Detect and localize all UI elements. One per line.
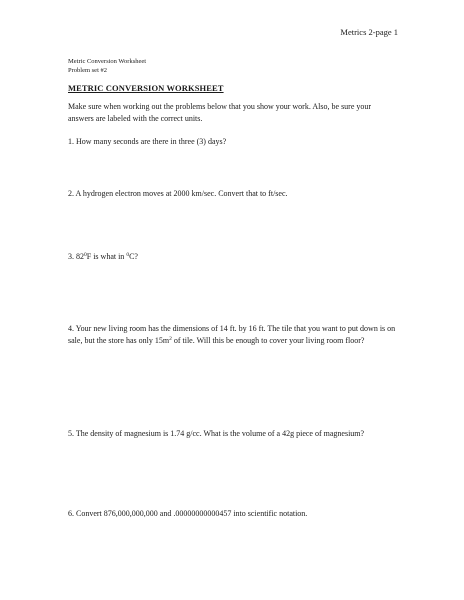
question-3 <box>68 251 398 263</box>
question-3-mid: F is what in <box>86 252 127 261</box>
question-1: 1. How many seconds are there in three (3) days? <box>68 137 227 146</box>
question-4-part2: of tile. Will this be enough to cover your living room floor? <box>171 335 365 345</box>
question-4-part1: 4. Your new living room has the dimensions of 14 ft. by 16 ft. The tile that you want to put down is on sale, but the store has only 15m <box>68 324 396 345</box>
page-label: Metrics 2-page 1 <box>340 27 398 37</box>
question-4 <box>68 323 398 346</box>
square-exponent: 2 <box>169 335 172 342</box>
degree-symbol-f: 0 <box>84 252 87 258</box>
degree-symbol-c: 0 <box>126 252 130 258</box>
document-meta <box>68 58 146 75</box>
question-5: 5. The density of magnesium is 1.74 g/cc. What is the volume of a 42g piece of magnesium? <box>68 429 365 438</box>
meta-line-problem-set: Problem set #2 <box>68 66 107 74</box>
question-2: 2. A hydrogen electron moves at 2000 km/sec. Convert that to ft/sec. <box>68 189 288 198</box>
question-3-suffix: C? <box>129 252 138 261</box>
instructions: Make sure when working out the problems below that you show your work. Also, be sure your answers are labeled with the correct units. <box>68 102 372 123</box>
worksheet-title: METRIC CONVERSION WORKSHEET <box>68 83 224 93</box>
question-6: 6. Convert 876,000,000,000 and .00000000000457 into scientific notation. <box>68 509 308 518</box>
question-3-prefix: 3. 82 <box>68 252 84 261</box>
meta-line-title: Metric Conversion Worksheet <box>68 58 147 65</box>
